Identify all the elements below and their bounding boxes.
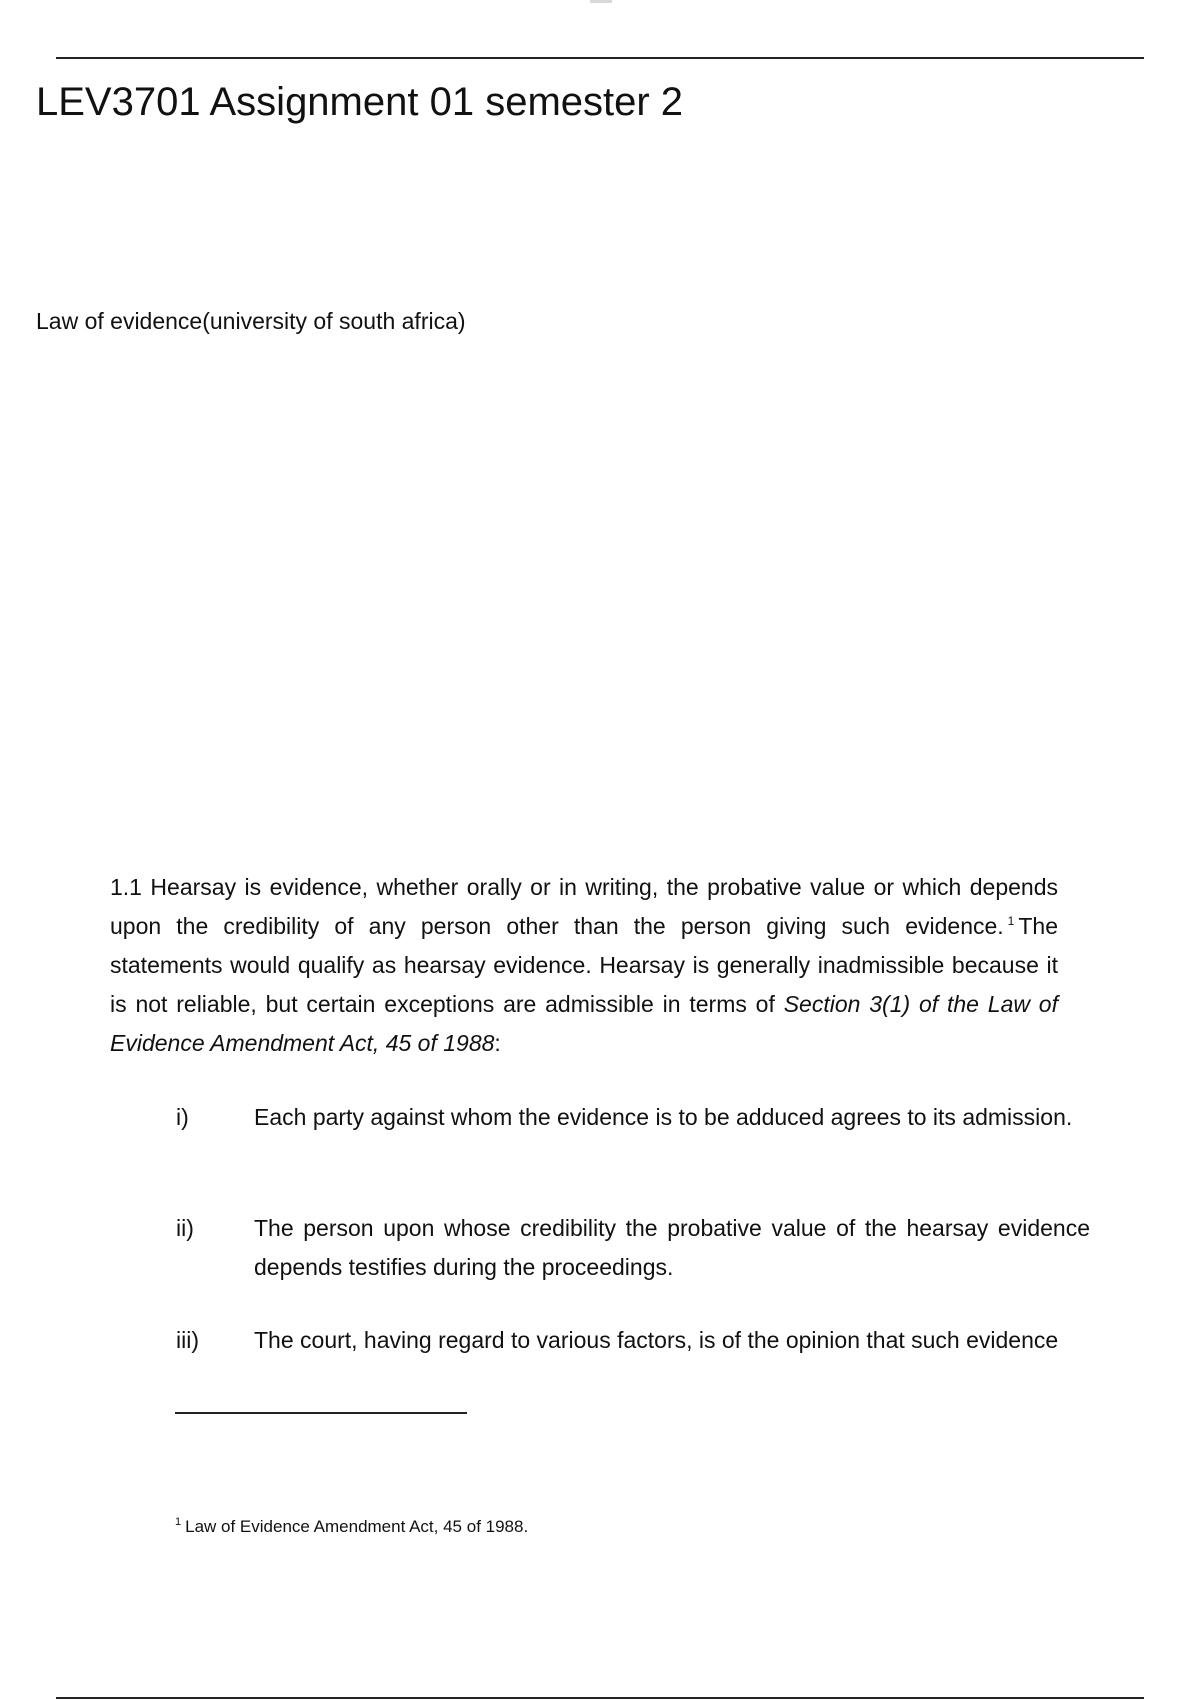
page-top-mark xyxy=(590,0,612,3)
document-title: LEV3701 Assignment 01 semester 2 xyxy=(36,80,684,124)
footer-rule xyxy=(56,1697,1144,1699)
list-item-number: ii) xyxy=(176,1215,194,1241)
paragraph-text-before-ref: 1.1 Hearsay is evidence, whether orally or in writing, the probative value or which depends upon the credibility of any person other than the person giving such evidence. xyxy=(110,874,1058,939)
list-item xyxy=(160,1209,1090,1287)
paragraph-trailing: : xyxy=(494,1030,501,1056)
footnote-reference: 1 xyxy=(1007,914,1015,929)
list-item-number: i) xyxy=(176,1104,189,1130)
list-item xyxy=(160,1321,1090,1360)
header-rule xyxy=(56,57,1144,59)
paragraph-citation: Section 3(1) of the Law of Evidence Amendment Act, 45 of 1988 xyxy=(110,991,1058,1056)
footnote-text: Law of Evidence Amendment Act, 45 of 1988. xyxy=(185,1517,529,1536)
footnote xyxy=(175,1515,528,1539)
paragraph-text-after-ref: The statements would qualify as hearsay evidence. Hearsay is generally inadmissible because it is not reliable, but certain exceptions are admissible in terms of xyxy=(110,913,1058,1017)
footnote-separator xyxy=(175,1412,467,1414)
list-item xyxy=(160,1098,1090,1137)
list-item-text: The court, having regard to various factors, is of the opinion that such evidence xyxy=(254,1327,1059,1353)
hearsay-paragraph xyxy=(110,868,1058,1063)
footnote-number: 1 xyxy=(175,1516,182,1529)
list-item-number: iii) xyxy=(176,1327,199,1353)
list-item-text: Each party against whom the evidence is to be adduced agrees to its admission. xyxy=(254,1104,1073,1130)
list-item-text: The person upon whose credibility the probative value of the hearsay evidence depends testifies during the proceedings. xyxy=(254,1215,1090,1280)
document-subtitle: Law of evidence(university of south africa) xyxy=(36,308,466,334)
